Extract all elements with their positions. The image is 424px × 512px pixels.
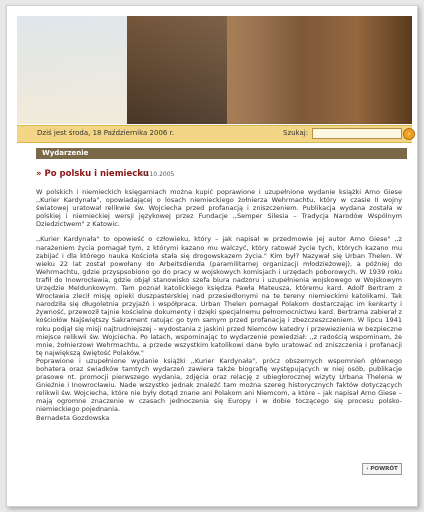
paragraph: Poprawione i uzupełnione wydanie książki ,,Kurier Kardynała", prócz obszernych wspomnień głównego bohatera oraz świadków tamtych wydarzeń zawiera także biografię występujących w niej osób, publikacje prasowe nt. promocji pierwszego wydania, zdjęcia oraz relację z ubiegłorocznej wizyty Urbana Thelena w Gnieźnie i Inowrocławiu. Nade wszystko jednak znaleźć tam można szereg historycznych faktów dotyczących relikwii św. Wojciecha, które nie były dotąd znane ani Polakom ani Niemcom, a które – jak napisał Arno Giese – mają ogromne znaczenie w czasach jednoczenia się Europy i w dobie toczącego się procesu polsko-niemieckiego pojednania. bbox=[36, 356, 402, 414]
search-label: Szukaj: bbox=[283, 129, 309, 137]
author: Bernadeta Gozdowska bbox=[36, 413, 110, 422]
article-date: 10.10.2005 bbox=[140, 171, 175, 178]
back-arrow-icon: ‹ bbox=[366, 466, 371, 472]
paragraph: ,,Kurier Kardynała" to opowieść o człowieku, który – jak napisał w przedmowie jej autor Arno Giese" ,,z narażeniem życia pomagał tym, z którymi kazano mu walczyć, który ratował życie tych, których kazano mu zabijać i dla którego naukа Kościoła stała się drogowskazem życia." Kim był? Nazywał się Urban Thelen. W wieku 22 lat został powołany do Arbeitsdienda (paramilitarnej organizacji młodzieżowej), a później do Wehrmachtu, gdzie przyspsobiono go do pracy w wojskowych komisjach i urzędach poborowych. W 1939 roku trafił do Inowrocławia, gdzie objął stanowisko szefa biura nadzoru i uzupełnienia wojskowego w Wojskowym Urzędzie Meldunkowym. Tam poznał katolickiego księdza Pawła Mateusza, któremu kard. Adolf Bertram z Wrocławia zlecił misję opieki duszpasterskiej nad przesiedlonymi na te tereny niemieckimi katolikami. Tak narodziła się długoletnia przyjaźń i współpraca. Urban Thelen pomagał Polakom dostarczając im kenkarty i żywność, przewoził tajnie kościelne dokumenty i dzięki specjalnemu pełnomocnictwu kard. Bertrama zabierał z kościołów Najświętszy Sakrament ratując go tym samym przed profanacją i zbezczeszczeniem. W lipcu 1941 roku podjął się misji najtrudniejszej - wydostania z jaskini przed Niemców katedry i przewiezienia w bezpieczne miejsce relikwii św. Wojciecha. Po latach, wspominając to wydarzenie powiedział: ,,z radością wspominam, że mnie, żołnierzowi Wehrmachtu, a przede wszystkim katolikowi dane było uratować od zniszczenia i profanacji tę największą świętość Polaków." bbox=[36, 235, 402, 357]
double-arrow-icon: » bbox=[36, 169, 42, 179]
back-button[interactable] bbox=[362, 463, 402, 475]
article-title[interactable] bbox=[36, 169, 149, 179]
article-title-text: Po polsku i niemiecku bbox=[44, 169, 149, 179]
current-date: Dziś jest środa, 18 Października 2006 r. bbox=[37, 129, 175, 137]
header-banner-image bbox=[17, 16, 412, 124]
section-title: Wydarzenie bbox=[36, 148, 407, 159]
search-input[interactable] bbox=[312, 128, 402, 139]
article-body bbox=[36, 188, 402, 422]
back-button-label: POWRÓT bbox=[370, 466, 398, 472]
paragraph: W polskich i niemieckich księgarniach można kupić poprawione i uzupełnione wydanie książki Arno Giese ,,Kurier Kardynała", opowiadającej o losach niemieckiego żołnierza Wehrmachtu, który w czasie II wojny światowej uratował relikwie św. Wojciecha przed profanacją i zniszczeniem. Publikacja wydana została w polskiej i niemieckiej wersji językowej przez Fundacje ,,Semper Silesia – Tradycja Narodów Wspólnym Dziedzictwem" z Katowic. bbox=[36, 188, 402, 229]
search-go-icon[interactable]: › bbox=[403, 128, 415, 140]
info-bar bbox=[17, 125, 412, 143]
page-frame bbox=[6, 5, 418, 507]
